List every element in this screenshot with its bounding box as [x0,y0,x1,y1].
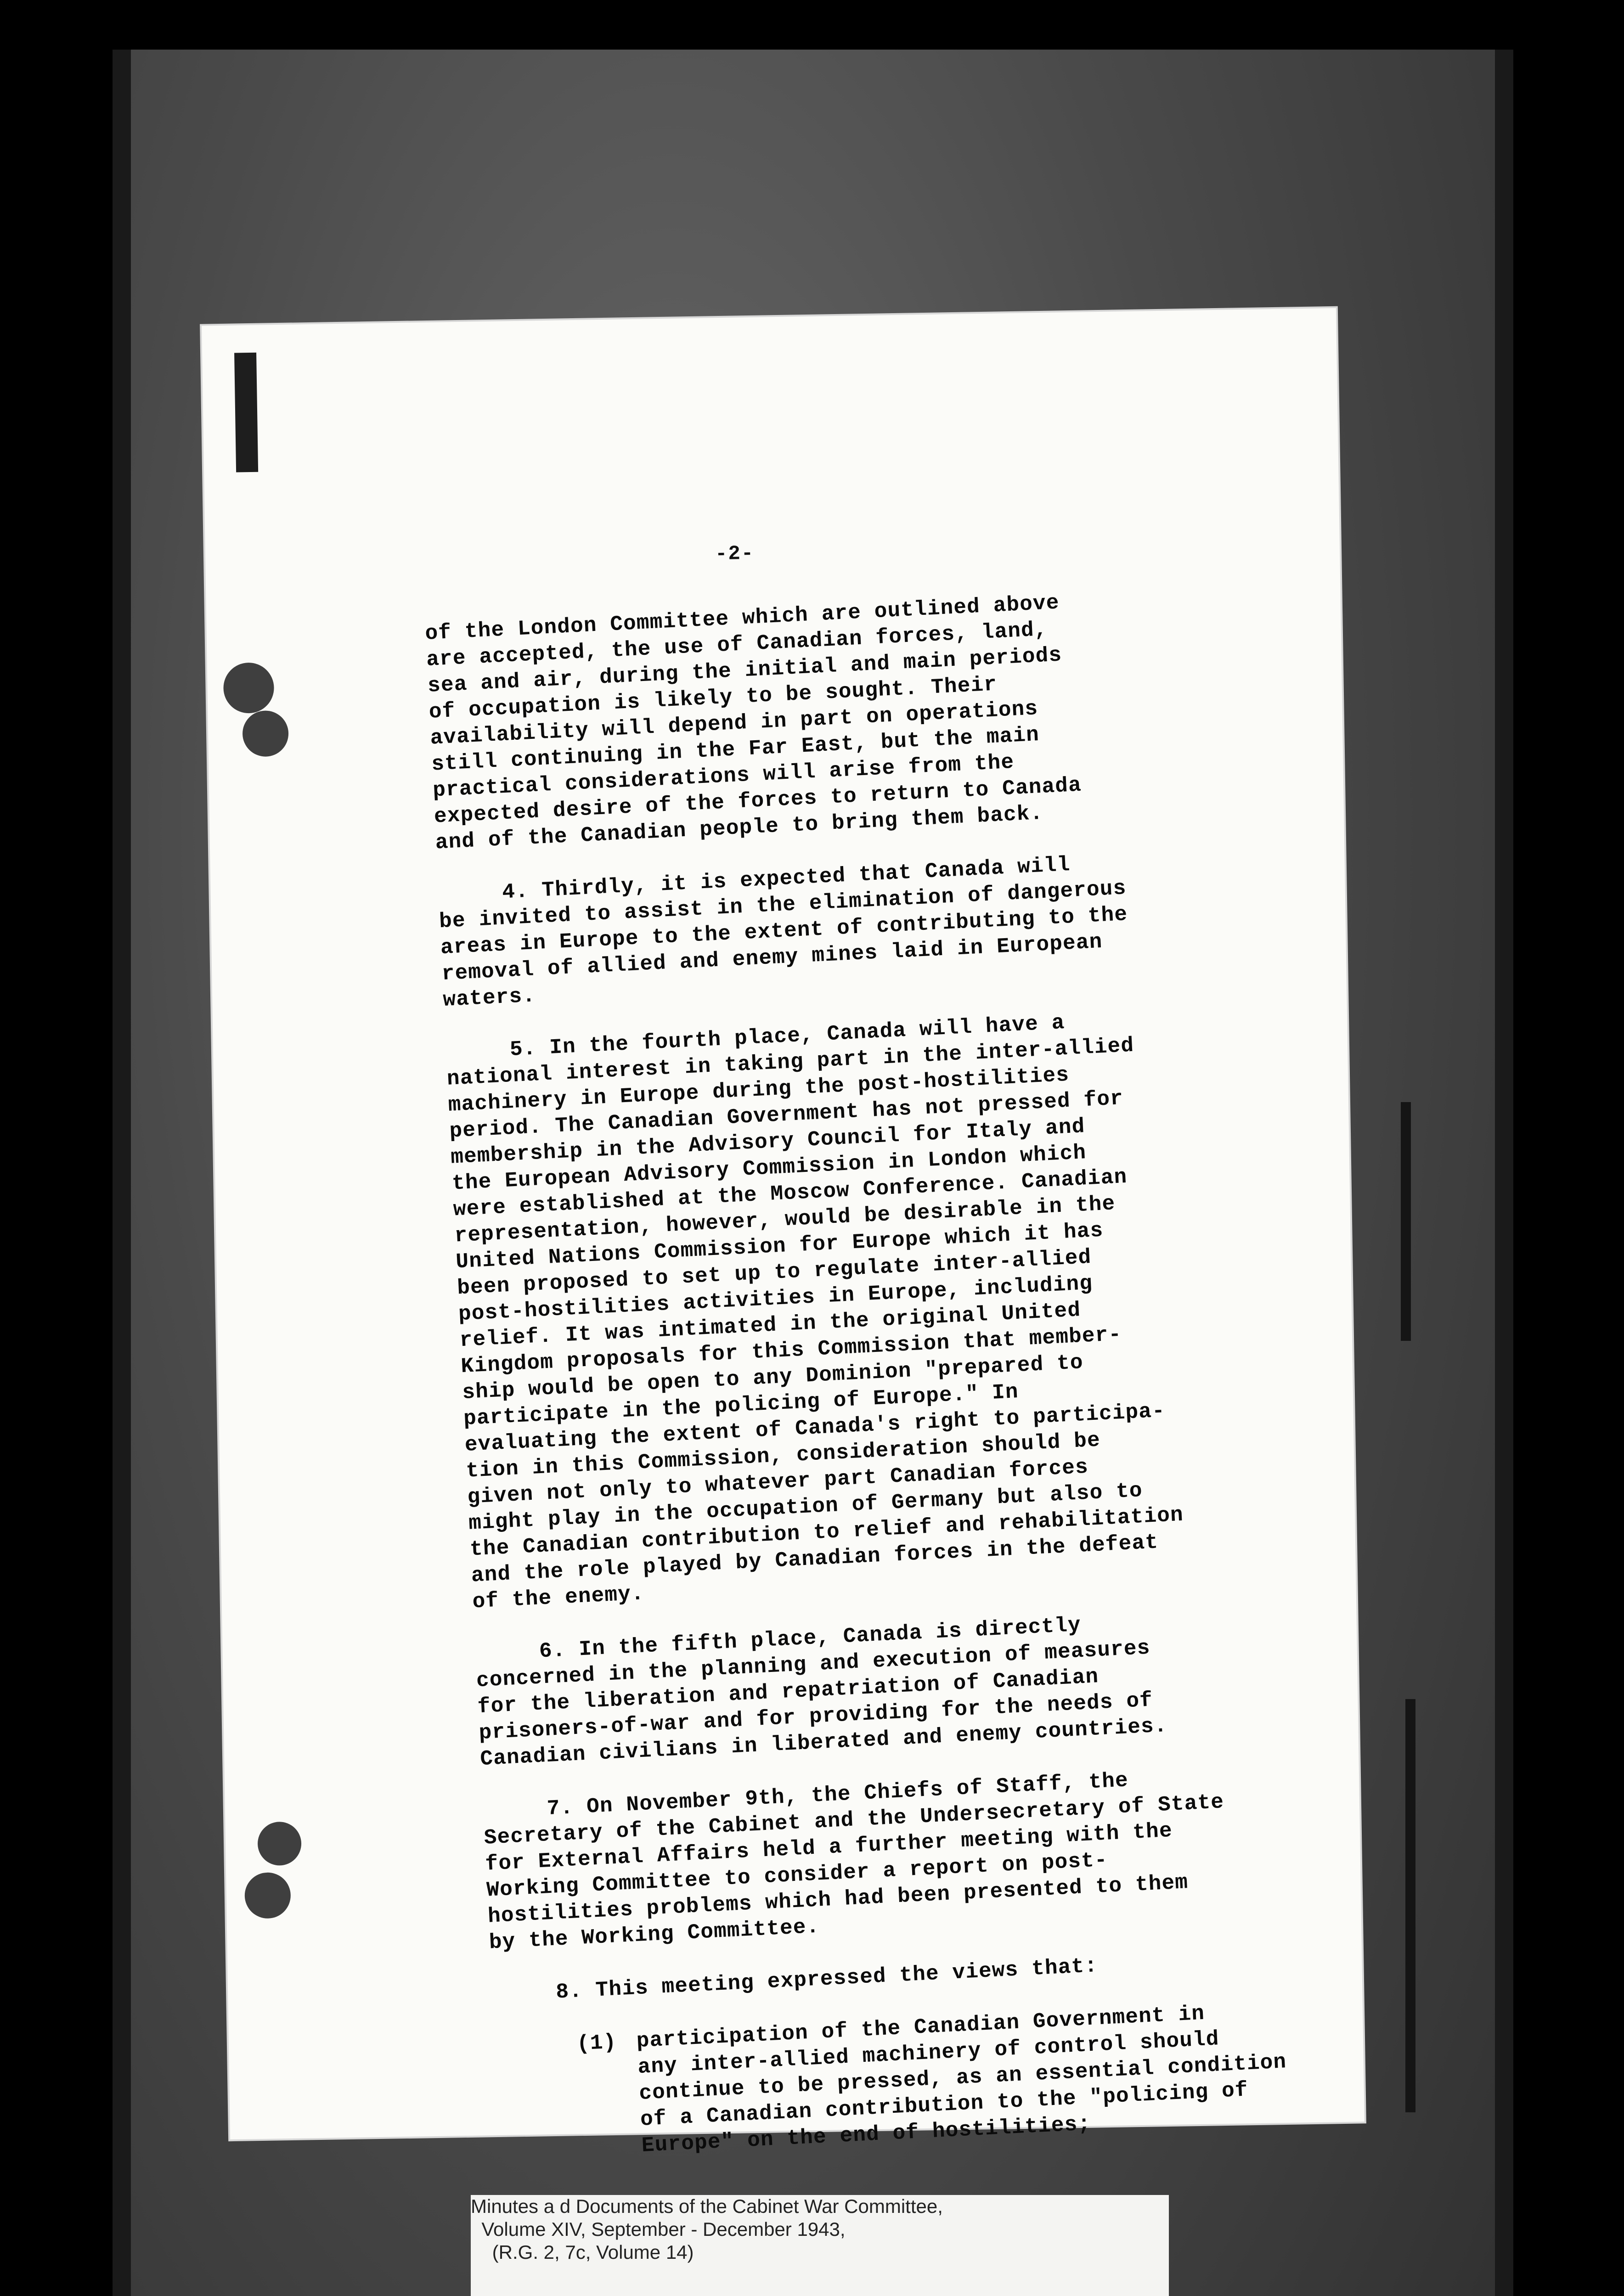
list-item-label: (1) [576,2030,617,2056]
film-scratch [1401,1102,1411,1341]
film-scratch [1405,1699,1415,2112]
punch-hole [223,662,275,714]
memo-body [424,580,1350,2193]
punch-hole [257,1822,301,1866]
list-item-text: participation of the Canadian Government in any inter-allied machinery of control should continue to be pressed, as an essential condition of a Canadian contribution to the "policing of Europe" on the end of hostilities; [636,2001,1287,2158]
catalogue-label [471,2195,1169,2296]
document-page [202,308,1365,2158]
page-number: -2- [715,542,755,566]
paragraph-8: 8. This meeting expressed the views that: [555,1954,1099,2004]
mount-right-edge [1495,50,1513,2296]
catalogue-line-2: Volume XIV, September - December 1943, [471,2218,846,2240]
paragraph-continuation: of the London Committee which are outlined above are accepted, the use of Canadian forces, land, sea and air, during the initial and main periods of occupation is likely to be sought. Their availability will depend in part on operations still continuing in the Far East, but the main practical considerations will arise from the expected desire of the forces to return to Canada and of the Canadian people to bring them back. [424,591,1083,855]
paragraph-7: 7. On November 9th, the Chiefs of Staff, the Secretary of the Cabinet and the Undersecretary of State for External Affairs held a further meeting with the Working Committee to consider a report on post- hostilities problems which had been presented to them by the Working Committee. [483,1768,1225,1955]
punch-hole [242,710,289,757]
list-item [494,1994,1349,2166]
mount-left-edge [113,50,131,2296]
catalogue-line-1: Minutes a d Documents of the Cabinet War Committee, [471,2195,943,2217]
torn-edge-mark [234,353,258,473]
punch-hole [244,1872,291,1919]
paragraph-5: 5. In the fourth place, Canada will have a national interest in taking part in the inter-allied machinery in Europe during the post-hostilities period. The Canadian Government has not pressed for membership in the Advisory Council for Italy and the European Advisory Commission in London which were established at the Moscow Conference. Canadian representation, however, would be desirable in the United Nations Commission for Europe which it has been proposed to set up to regulate inter-allied post-hostilities activities in Europe, including relief. It was intimated in the original United Kingdom proposals for this Commission that member- ship would be open to any Dominion "prepared to participate in the policing of Europe." In evaluating the extent of Canada's right to participa- tion in this Commission, consideration should be given not only to whatever part Canadian forces might play in the occupation of Germany but also to the Canadian contribution to relief and rehabilitation and the role played by Canadian forces in the defeat of the enemy. [446,1011,1184,1614]
paragraph-4: 4. Thirdly, it is expected that Canada will be invited to assist in the elimination of dangerous areas in Europe to the extent of contributing to the removal of allied and enemy mines laid in European waters. [439,853,1128,1013]
paragraph-6: 6. In the fifth place, Canada is directly concerned in the planning and execution of measures for the liberation and repatriation of Canadian prisoners-of-war and for providing for the needs of Canadian civilians in liberated and enemy countries. [475,1613,1168,1772]
catalogue-line-3: (R.G. 2, 7c, Volume 14) [471,2241,694,2263]
